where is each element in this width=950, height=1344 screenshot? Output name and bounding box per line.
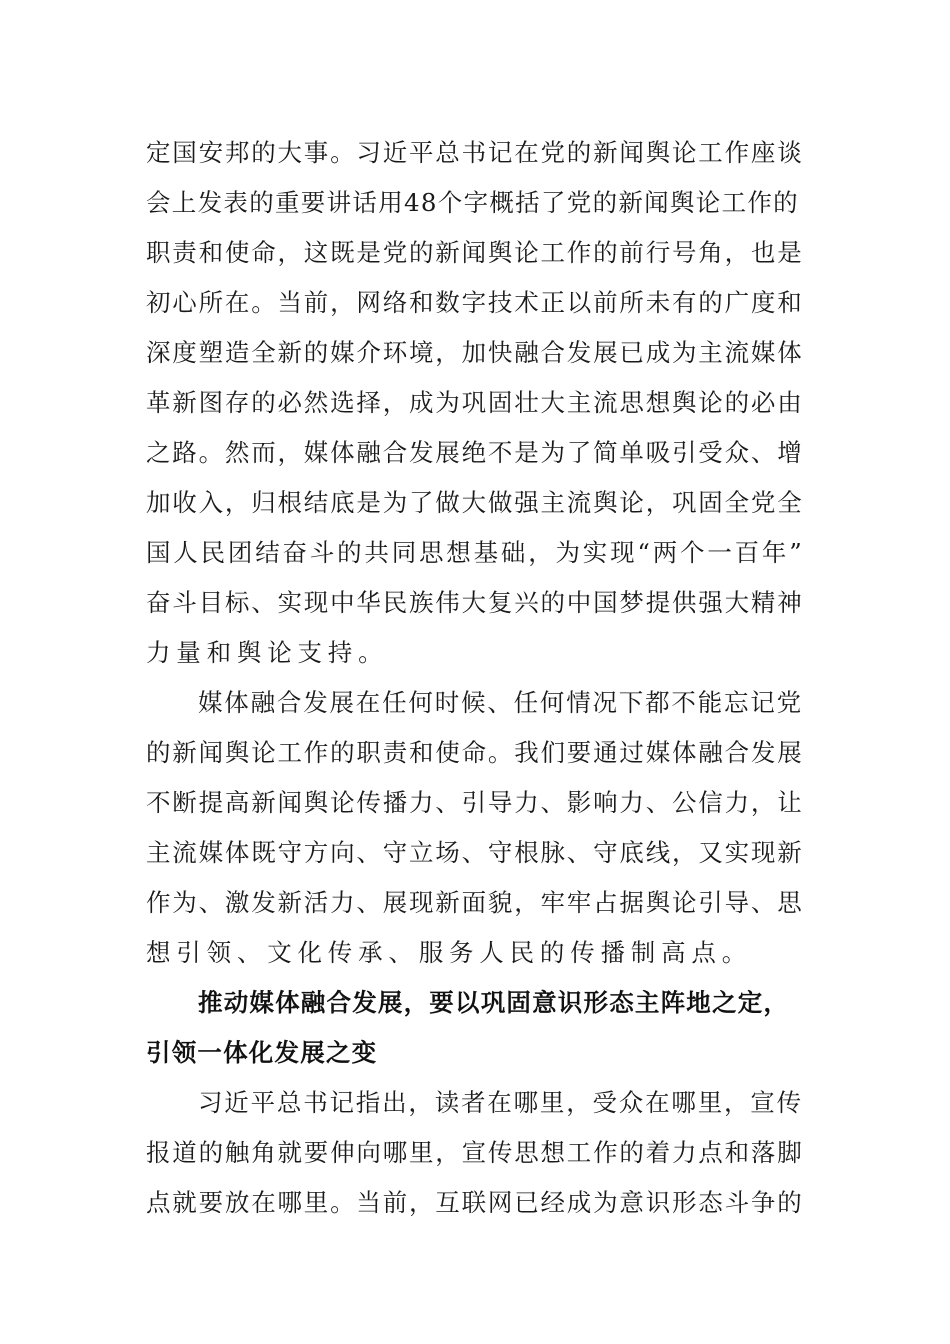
section-heading-line: 引领一体化发展之变 bbox=[146, 1038, 378, 1067]
paragraph-line: 深度塑造全新的媒介环境，加快融合发展已成为主流媒体 bbox=[146, 338, 804, 367]
paragraph-line: 作为、激发新活力、展现新面貌，牢牢占据舆论引导、思 bbox=[146, 888, 804, 917]
paragraph-line: 习近平总书记指出，读者在哪里，受众在哪里，宣传 bbox=[198, 1088, 803, 1117]
paragraph-line: 力量和舆论支持。 bbox=[146, 638, 389, 667]
paragraph-line: 革新图存的必然选择，成为巩固壮大主流思想舆论的必由 bbox=[146, 388, 804, 417]
document-body bbox=[146, 128, 806, 1228]
paragraph-line: 初心所在。当前，网络和数字技术正以前所未有的广度和 bbox=[146, 288, 804, 317]
paragraph-line: 定国安邦的大事。习近平总书记在党的新闻舆论工作座谈 bbox=[146, 138, 804, 167]
paragraph-line: 之路。然而，媒体融合发展绝不是为了简单吸引受众、增 bbox=[146, 438, 804, 467]
paragraph-line: 的新闻舆论工作的职责和使命。我们要通过媒体融合发展 bbox=[146, 738, 804, 767]
paragraph-line: 报道的触角就要伸向哪里，宣传思想工作的着力点和落脚 bbox=[146, 1138, 804, 1167]
paragraph-line: 国人民团结奋斗的共同思想基础，为实现“两个一百年” bbox=[146, 538, 805, 567]
paragraph-line: 奋斗目标、实现中华民族伟大复兴的中国梦提供强大精神 bbox=[146, 588, 804, 617]
paragraph-line: 加收入，归根结底是为了做大做强主流舆论，巩固全党全 bbox=[146, 488, 804, 517]
paragraph-line: 主流媒体既守方向、守立场、守根脉、守底线，又实现新 bbox=[146, 838, 804, 867]
paragraph-line: 点就要放在哪里。当前，互联网已经成为意识形态斗争的 bbox=[146, 1188, 804, 1217]
paragraph-line: 想引领、文化传承、服务人民的传播制高点。 bbox=[146, 938, 752, 967]
paragraph-line: 会上发表的重要讲话用48个字概括了党的新闻舆论工作的 bbox=[146, 188, 799, 217]
paragraph-line: 职责和使命，这既是党的新闻舆论工作的前行号角，也是 bbox=[146, 238, 804, 267]
paragraph-line: 媒体融合发展在任何时候、任何情况下都不能忘记党 bbox=[198, 688, 803, 717]
section-heading-line: 推动媒体融合发展，要以巩固意识形态主阵地之定， bbox=[198, 988, 790, 1017]
paragraph-line: 不断提高新闻舆论传播力、引导力、影响力、公信力，让 bbox=[146, 788, 804, 817]
